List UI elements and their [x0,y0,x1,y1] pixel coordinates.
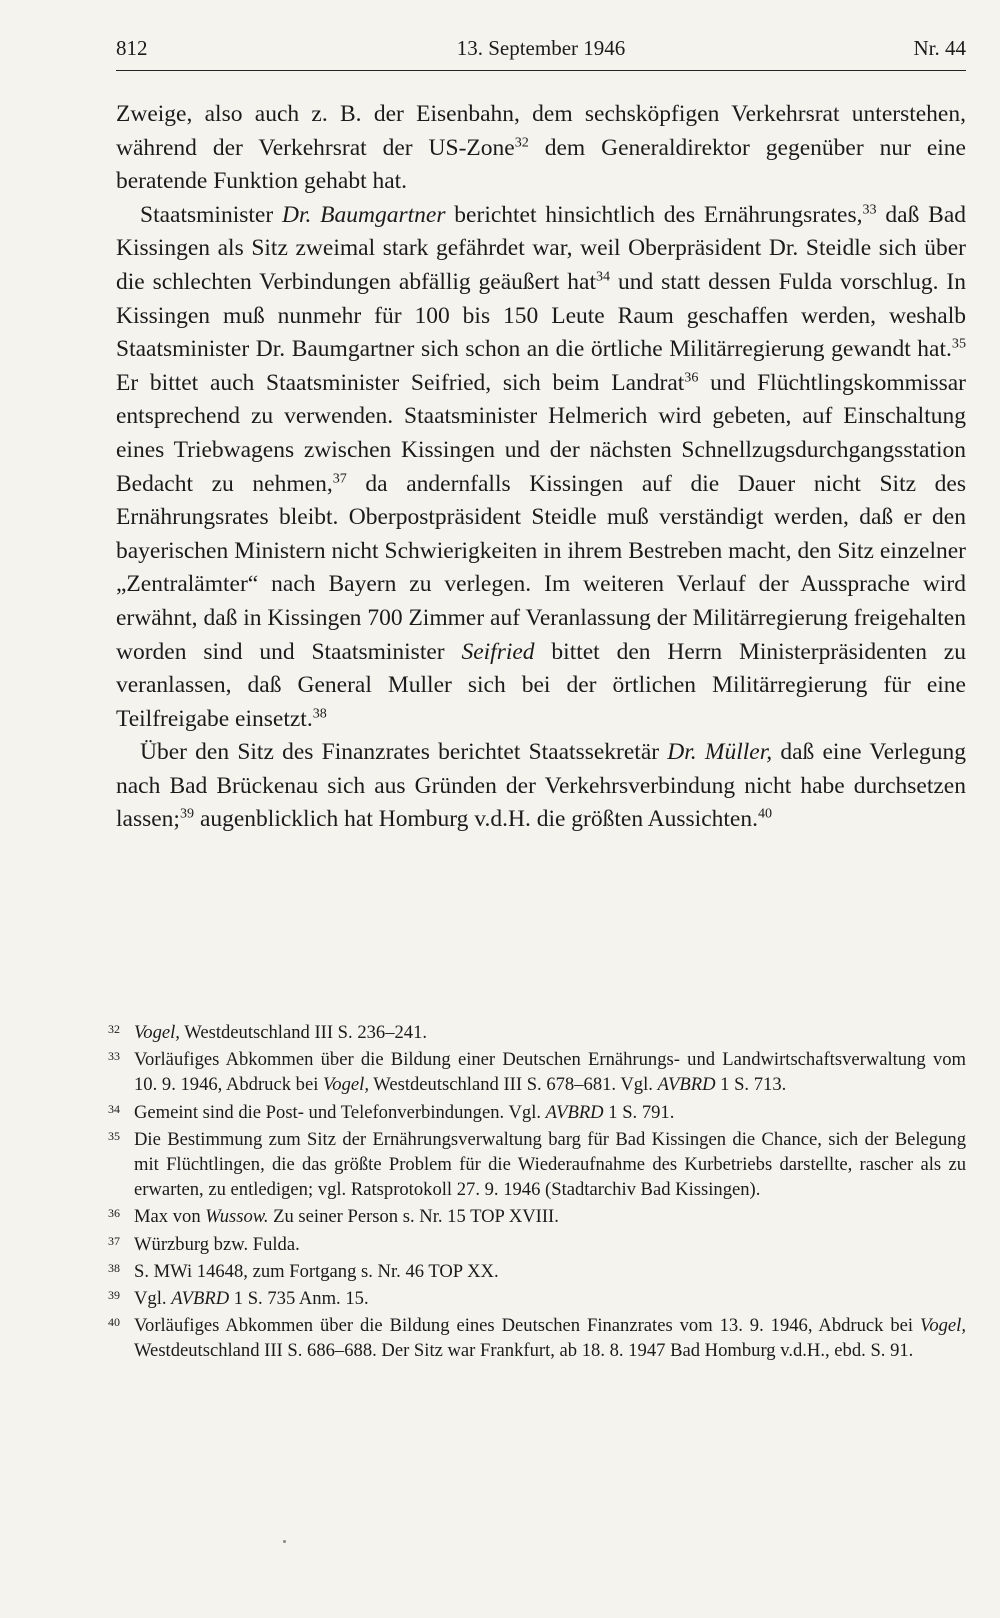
footnote [108,1313,966,1363]
author-name: Vogel, [323,1074,369,1096]
footnote-ref-34: 34 [596,268,611,285]
footnote-number: 33 [108,1049,120,1064]
text-run: daß eine Verlegung nach Bad Brückenau sich aus Gründen der Verkehrsverbindung nicht habe durchsetzen lassen; [116,739,966,833]
footnote-text: S. MWi 14648, zum Fortgang s. Nr. 46 TOP XX. [134,1260,499,1282]
footnote [108,1259,966,1284]
footnote-text: Westdeutschland III S. 678–681. Vgl. [368,1074,658,1096]
text-run: Über den Sitz des Finanzrates berichtet Staatssekretär [140,739,668,766]
text-run: daß Bad Kissingen als Sitz zweimal stark gefährdet war, weil Oberpräsident Dr. Steidle sich über die schlechten Verbindungen abfällig geäußert hat [116,201,966,295]
footnote [108,1100,966,1125]
running-header [116,34,966,71]
footnote-text: Gemeint sind die Post- und Telefonverbindungen. Vgl. [134,1101,546,1123]
text-run: augenblicklich hat Homburg v.d.H. die größten Aussichten. [194,806,758,833]
footnote-number: 40 [108,1315,120,1330]
text-run: berichtet hinsichtlich des Ernährungsrates, [445,201,863,228]
footnote-text: Westdeutschland III S. 236–241. [179,1022,428,1043]
paragraph-1 [116,98,966,199]
paragraph-2 [116,199,966,737]
source-abbreviation: AVBRD [657,1074,716,1096]
source-abbreviation: AVBRD [545,1101,604,1123]
person-name-baumgartner: Dr. Baumgartner [281,201,446,228]
main-text [116,98,966,837]
author-name: Vogel, [920,1315,966,1337]
issue-number: Nr. 44 [913,36,966,60]
page-number: 812 [116,36,148,60]
footnote-number: 34 [108,1101,120,1116]
paper-speck [283,1540,286,1543]
text-run: Staatsminister [140,201,282,228]
source-abbreviation: AVBRD [171,1288,230,1310]
footnote-ref-35: 35 [951,335,966,352]
paragraph-3 [116,736,966,837]
footnote-text: Vgl. [134,1288,172,1310]
footnote-ref-38: 38 [312,704,327,721]
footnote-text: Zu seiner Person s. Nr. 15 TOP XVIII. [268,1206,559,1228]
footnote-text: Vorläufiges Abkommen über die Bildung eines Deutschen Finanzrates vom 13. 9. 1946, Abdruck bei [134,1315,921,1337]
text-run: bittet den Herrn Ministerpräsidenten zu veranlassen, daß General Muller sich bei der örtlichen Militärregierung für eine Teilfreigabe einsetzt. [116,638,966,732]
text-run: Er bittet auch Staatsminister Seifried, sich beim Landrat [116,369,685,396]
person-name: Wussow. [205,1206,269,1228]
footnote-ref-37: 37 [332,469,347,486]
footnote [108,1204,966,1229]
footnote-ref-32: 32 [514,133,529,150]
text-run: und Flüchtlingskommissar entsprechend zu verwenden. Staatsminister Helmerich wird gebeten, auf Einschaltung eines Triebwagens zwischen Kissingen und der nächsten Schnellzugsdurchgangsstation Bedacht zu nehmen, [116,369,966,497]
footnote [108,1020,966,1045]
footnote [108,1127,966,1203]
footnote [108,1286,966,1311]
footnote-ref-39: 39 [179,805,195,822]
footnote-text: 1 S. 735 Anm. 15. [229,1288,369,1310]
author-name: Vogel, [134,1022,180,1043]
header-date: 13. September 1946 [456,36,626,60]
text-run: und statt dessen Fulda vorschlug. In Kissingen muß nunmehr für 100 bis 150 Leute Raum geschaffen werden, weshalb Staatsminister Dr. Baumgartner sich schon an die örtliche Militärregierung gewandt hat. [116,268,966,363]
footnote-text: Max von [134,1206,206,1228]
footnote-number: 32 [108,1022,120,1036]
footnote-ref-40: 40 [757,805,773,822]
footnote-number: 38 [108,1260,120,1275]
footnote [108,1232,966,1257]
footnote-number: 36 [108,1206,120,1221]
person-name-seifried: Seifried [461,638,535,665]
text-run: da andernfalls Kissingen auf die Dauer nicht Sitz des Ernährungsrates bleibt. Oberpostpräsident Steidle muß verständigt werden, daß er den bayerischen Ministern nicht Schwierigkeiten in ihrem Bestreben macht, den Sitz einzelner „Zentralämter“ nach Bayern zu verlegen. Im weiteren Verlauf der Aussprache wird erwähnt, daß in Kissingen 700 Zimmer auf Veranlassung der Militärregierung freigehalten worden sind und Staatsminister [116,470,966,665]
footnote-text: Die Bestimmung zum Sitz der Ernährungsverwaltung barg für Bad Kissingen die Chance, sich der Belegung mit Flüchtlingen, die das größte Problem für die Wiederaufnahme des Kurbetriebs darstellte, rascher als zu erwarten, zu entledigen; vgl. Ratsprotokoll 27. 9. 1946 (Stadtarchiv Bad Kissingen). [134,1128,966,1201]
footnote-text: 1 S. 713. [715,1074,787,1096]
footnote-text: 1 S. 791. [603,1101,675,1123]
footnote-ref-33: 33 [862,201,877,218]
footnotes-section [108,1020,966,1366]
footnote-text: Vorläufiges Abkommen über die Bildung einer Deutschen Ernährungs- und Landwirtschaftsverwaltung vom 10. 9. 1946, Abdruck bei [134,1049,966,1096]
footnote-text: Würzburg bzw. Fulda. [134,1233,300,1255]
footnote-number: 39 [108,1288,120,1303]
footnote-number: 37 [108,1233,120,1248]
text-run: Zweige, also auch z. B. der Eisenbahn, dem sechsköpfigen Verkehrsrat unterstehen, während der Verkehrsrat der US-Zone [116,101,966,161]
text-run: dem Generaldirektor gegenüber nur eine beratende Funktion gehabt hat. [116,134,966,195]
footnote-ref-36: 36 [684,369,699,386]
person-name-mueller: Dr. Müller, [667,739,773,766]
footnote [108,1047,966,1097]
footnote-number: 35 [108,1128,120,1143]
footnote-text: Westdeutschland III S. 686–688. Der Sitz war Frankfurt, ab 18. 8. 1947 Bad Homburg v.d.H., ebd. S. 91. [134,1340,914,1362]
